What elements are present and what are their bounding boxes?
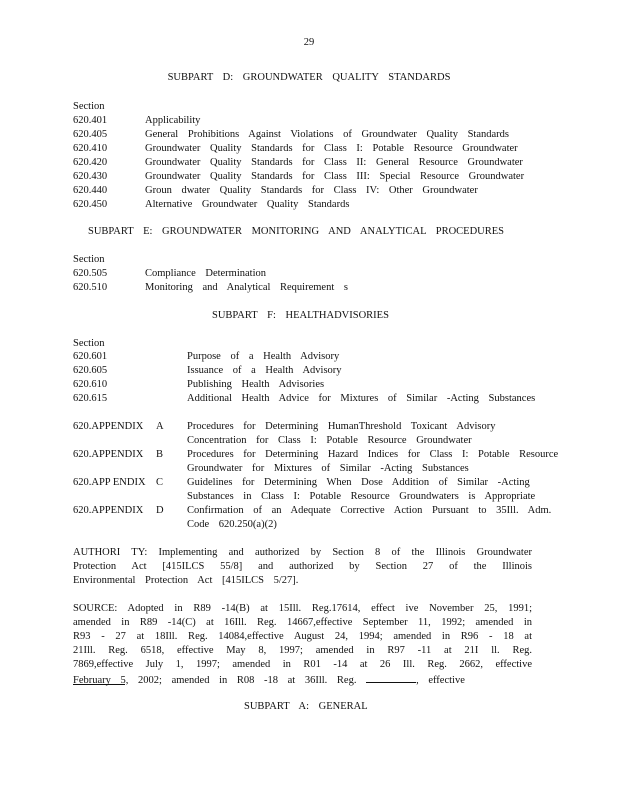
appendix-label: 620.APPENDIX xyxy=(73,449,144,460)
appendix-letter: A xyxy=(156,421,164,432)
section-number: 620.420 xyxy=(73,157,108,168)
authority-note: AUTHORI TY: Implementing and authorized by Section 8 of the Illinois Groundwater Protection Act [415ILCS 55/8] and authorized by Section 27 of the Illinois Environmental Protection Act [415ILCS 5/27]. xyxy=(73,547,532,586)
appendix-title-line: Groundwater for Mixtures of Similar -Acting Substances xyxy=(187,463,469,474)
section-title: Groundwater Quality Standards for Class III: Special Resource Groundwater xyxy=(145,171,525,182)
section-number: 620.510 xyxy=(73,282,108,293)
blank-line xyxy=(366,672,416,683)
appendix-title-line: Procedures for Determining Hazard Indices for Class I: Potable Resource xyxy=(187,449,559,460)
appendix-title-line: Procedures for Determining HumanThreshold Toxicant Advisory xyxy=(187,421,496,432)
section-number: 620.450 xyxy=(73,199,108,210)
appendix-label: 620.APPENDIX xyxy=(73,421,144,432)
subpart-a-heading: SUBPART A: GENERAL xyxy=(244,701,368,712)
section-number: 620.440 xyxy=(73,185,108,196)
section-title: Groun dwater Quality Standards for Class IV: Other Groundwater xyxy=(145,185,478,196)
section-number: 620.601 xyxy=(73,351,108,362)
section-title: Issuance of a Health Advisory xyxy=(187,365,342,376)
appendix-label: 620.APPENDIX xyxy=(73,505,144,516)
section-title: General Prohibitions Against Violations of Groundwater Quality Standards xyxy=(145,129,510,140)
subpart-d-heading: SUBPART D: GROUNDWATER QUALITY STANDARDS xyxy=(167,72,451,83)
appendix-letter: B xyxy=(156,449,164,460)
appendix-letter: C xyxy=(156,477,164,488)
source-note: SOURCE: Adopted in R89 -14(B) at 15Ill. Reg.17614, effect ive November 25, 1991; amended in R89 -14(C) at 16Ill. Reg. 14667,effective September 11, 1992; amended in R93 - 27 at 18Ill. Reg. 14084,effective August 24, 1994; amended in R96 - 18 at 21Ill. Reg. 6518, effective May 8, 1997; amended in R97 -11 at 21I ll. Reg. 7869,effective July 1, 1997; amended in R01 -14 at 26 Ill. Reg. 2662, effective February 5, 2002; amended in R08 -18 at 36Ill. Reg. , effective xyxy=(73,603,532,686)
source-tail: effective xyxy=(428,675,465,686)
section-title: Groundwater Quality Standards for Class I: Potable Resource Groundwater xyxy=(145,143,518,154)
appendix-label: 620.APP ENDIX xyxy=(73,477,146,488)
appendix-letter: D xyxy=(156,505,164,516)
section-number: 620.605 xyxy=(73,365,108,376)
page-number: 29 xyxy=(303,37,315,48)
section-title: Compliance Determination xyxy=(145,268,267,279)
source-text: SOURCE: Adopted in R89 -14(B) at 15Ill. Reg.17614, effect ive November 25, 1991; amended in R89 -14(C) at 16Ill. Reg. 14667,effective September 11, 1992; amended in R93 - 27 at 18Ill. Reg. 14084,effective August 24, 1994; amended in R96 - 18 at 21Ill. Reg. 6518, effective May 8, 1997; amended in R97 -11 at 21I ll. Reg. 7869,effective July 1, 1997; amended in R01 -14 at 26 Ill. Reg. 2662, effective February 5, 2002; amended in R08 -18 at 36Ill. Reg. xyxy=(73,603,532,686)
section-number: 620.405 xyxy=(73,129,108,140)
section-title: Applicability xyxy=(145,115,201,126)
appendix-title-line: Substances in Class I: Potable Resource Groundwaters is Appropriate xyxy=(187,491,536,502)
section-title: Purpose of a Health Advisory xyxy=(187,351,340,362)
subpart-e-heading: SUBPART E: GROUNDWATER MONITORING AND ANALYTICAL PROCEDURES xyxy=(88,226,505,237)
section-label: Section xyxy=(73,338,105,349)
appendix-title-line: Code 620.250(a)(2) xyxy=(187,519,277,530)
section-title: Monitoring and Analytical Requirement s xyxy=(145,282,348,293)
appendix-title-line: Concentration for Class I: Potable Resource Groundwater xyxy=(187,435,472,446)
subpart-f-heading: SUBPART F: HEALTHADVISORIES xyxy=(212,310,389,321)
section-number: 620.505 xyxy=(73,268,108,279)
appendix-title-line: Confirmation of an Adequate Corrective Action Pursuant to 35Ill. Adm. xyxy=(187,505,552,516)
blank-line xyxy=(73,684,125,685)
section-number: 620.430 xyxy=(73,171,108,182)
section-title: Publishing Health Advisories xyxy=(187,379,325,390)
appendix-title-line: Guidelines for Determining When Dose Addition of Similar -Acting xyxy=(187,477,530,488)
section-title: Groundwater Quality Standards for Class II: General Resource Groundwater xyxy=(145,157,523,168)
section-number: 620.410 xyxy=(73,143,108,154)
section-label: Section xyxy=(73,254,105,265)
section-title: Additional Health Advice for Mixtures of Similar -Acting Substances xyxy=(187,393,536,404)
section-title: Alternative Groundwater Quality Standards xyxy=(145,199,350,210)
section-number: 620.615 xyxy=(73,393,108,404)
section-number: 620.401 xyxy=(73,115,108,126)
section-number: 620.610 xyxy=(73,379,108,390)
section-label: Section xyxy=(73,101,105,112)
